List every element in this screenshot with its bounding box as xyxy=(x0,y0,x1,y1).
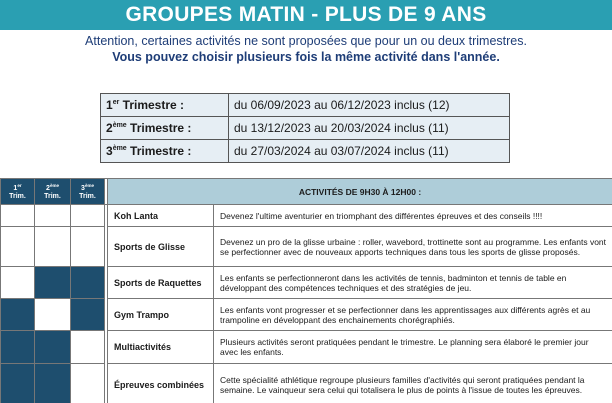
trimester-dates: du 06/09/2023 au 06/12/2023 inclus (12) xyxy=(229,94,510,117)
trimester-label: 1er Trimestre : xyxy=(101,94,229,117)
activity-description: Plusieurs activités seront pratiquées pendant le trimestre. Le planning sera élaboré le premier jour avec les enfants. xyxy=(214,331,612,364)
activities-heading: ACTIVITÉS DE 9H30 À 12H00 : xyxy=(108,179,612,205)
intro-line-1: Attention, certaines activités ne sont proposées que pour un ou deux trimestres. xyxy=(85,34,527,48)
trimester-row xyxy=(101,140,510,163)
trimester-1-cell xyxy=(1,299,35,331)
trimester-3-cell xyxy=(71,364,105,403)
activity-description: Devenez l'ultime aventurier en triomphant des différentes épreuves et des conseils !!!! xyxy=(214,205,612,227)
activity-description: Les enfants se perfectionneront dans les activités de tennis, badminton et tennis de table en développant des compétences techniques et des stratégies de jeu. xyxy=(214,267,612,299)
trimester-2-cell xyxy=(35,267,71,299)
trimester-dates-table xyxy=(100,93,510,163)
activity-row xyxy=(1,331,612,364)
activity-name: Koh Lanta xyxy=(108,205,214,227)
activity-row xyxy=(1,205,612,227)
intro-text xyxy=(0,33,612,65)
activity-description: Les enfants vont progresser et se perfectionner dans les apprentissages aux différents agrès et au trampoline en développant des enchainements chorégraphiés. xyxy=(214,299,612,331)
activities-table xyxy=(0,178,612,403)
trimester-3-cell xyxy=(71,331,105,364)
trimester-3-cell xyxy=(71,267,105,299)
trim-header-2: 2ème Trim. xyxy=(35,179,71,205)
trimester-row xyxy=(101,117,510,140)
trimester-2-cell xyxy=(35,227,71,267)
trim-header-1: 1er Trim. xyxy=(1,179,35,205)
intro-line-2: Vous pouvez choisir plusieurs fois la même activité dans l'année. xyxy=(112,50,500,64)
trimester-1-cell xyxy=(1,364,35,403)
trimester-2-cell xyxy=(35,299,71,331)
trimester-row xyxy=(101,94,510,117)
trimester-2-cell xyxy=(35,205,71,227)
trimester-1-cell xyxy=(1,205,35,227)
activity-name: Épreuves combinées xyxy=(108,364,214,403)
activity-row xyxy=(1,267,612,299)
activity-description: Cette spécialité athlétique regroupe plusieurs familles d'activités qui seront pratiquées pendant la semaine. Le vainqueur sera celui qui totalisera le plus de points à l'issue de toutes les épreuves. xyxy=(214,364,612,403)
trimester-label: 2ème Trimestre : xyxy=(101,117,229,140)
activity-row xyxy=(1,227,612,267)
trim-header-3: 3ème Trim. xyxy=(71,179,105,205)
activity-name: Multiactivités xyxy=(108,331,214,364)
page-title: GROUPES MATIN - PLUS DE 9 ANS xyxy=(0,0,612,30)
trimester-dates: du 13/12/2023 au 20/03/2024 inclus (11) xyxy=(229,117,510,140)
trimester-1-cell xyxy=(1,267,35,299)
activity-description: Devenez un pro de la glisse urbaine : roller, wavebord, trottinette sont au programme. Les enfants vont se perfectionner avec de nouveaux apports techniques dans tous les sports de glisse proposés. xyxy=(214,227,612,267)
trimester-3-cell xyxy=(71,227,105,267)
trimester-2-cell xyxy=(35,331,71,364)
trimester-label: 3ème Trimestre : xyxy=(101,140,229,163)
trimester-dates: du 27/03/2024 au 03/07/2024 inclus (11) xyxy=(229,140,510,163)
activity-row xyxy=(1,364,612,403)
trimester-1-cell xyxy=(1,227,35,267)
trimester-1-cell xyxy=(1,331,35,364)
trimester-2-cell xyxy=(35,364,71,403)
activity-row xyxy=(1,299,612,331)
activity-name: Sports de Raquettes xyxy=(108,267,214,299)
activity-name: Sports de Glisse xyxy=(108,227,214,267)
activities-section xyxy=(0,178,612,403)
activity-name: Gym Trampo xyxy=(108,299,214,331)
trimester-3-cell xyxy=(71,299,105,331)
trimester-3-cell xyxy=(71,205,105,227)
activities-header-row xyxy=(1,179,612,205)
